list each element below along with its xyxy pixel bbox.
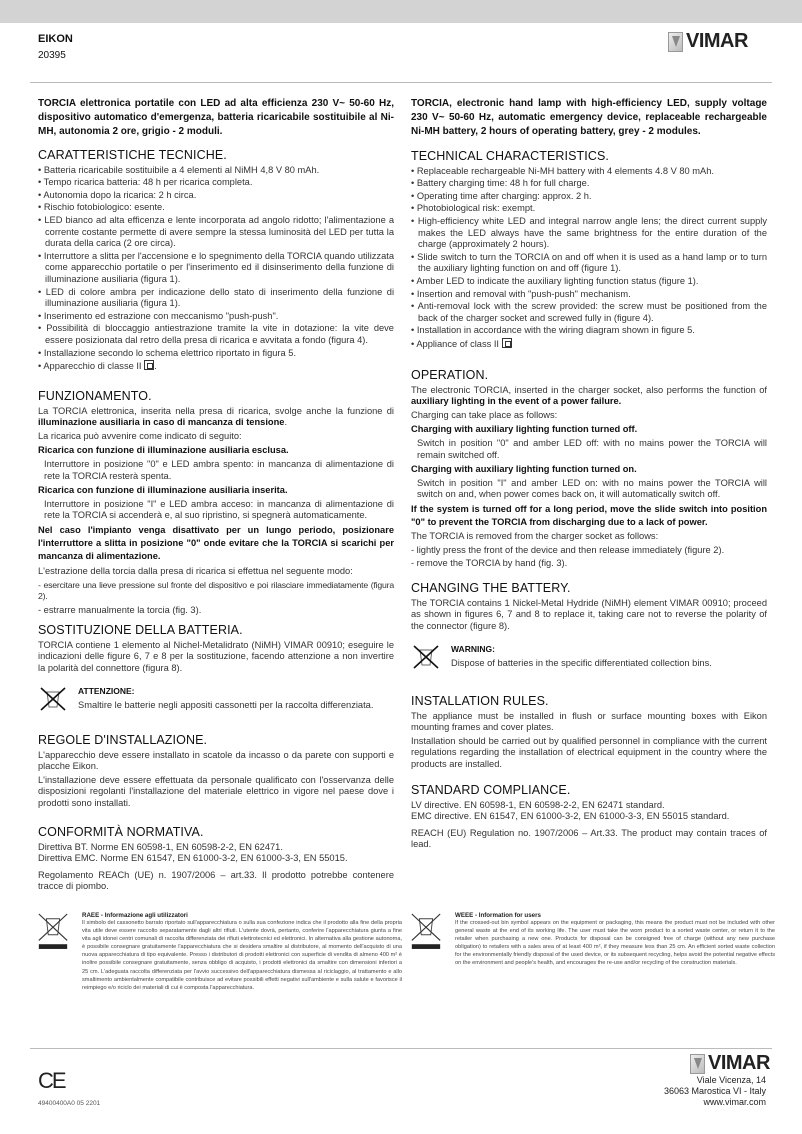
crossed-bin-icon bbox=[411, 644, 441, 670]
intro-it: TORCIA elettronica portatile con LED ad alta efficienza 230 V~ 50-60 Hz, dispositivo automatico d'emergenza, batteria ricaricabile sostituibile al Ni-MH, autonomia 2 ore, grigio - 2 moduli. bbox=[38, 98, 394, 137]
company-address: Viale Vicenza, 14 36063 Marostica VI - Italy www.vimar.com bbox=[663, 1075, 766, 1107]
heading: TECHNICAL CHARACTERISTICS. bbox=[411, 149, 609, 163]
list-item: • Insertion and removal with "push-push" mechanism. bbox=[411, 289, 767, 301]
list-item: • Autonomia dopo la ricarica: 2 h circa. bbox=[38, 190, 394, 202]
list-item: • Battery charging time: 48 h for full charge. bbox=[411, 178, 767, 190]
heading: STANDARD COMPLIANCE. bbox=[411, 783, 571, 797]
class-ii-icon bbox=[144, 360, 154, 370]
vimar-logo: VIMAR bbox=[668, 30, 748, 53]
divider bbox=[30, 1048, 772, 1049]
section-compliance-it: CONFORMITÀ NORMATIVA. Direttiva BT. Norme EN 60598-1, EN 60598-2-2, EN 62471. Direttiva EMC. Norme EN 61547, EN 61000-3-2, EN 61000-3-3, EN 55015. Regolamento REACh (UE) n. 1907/2006 – art.33. Il prodotto potrebbe contenere tracce di piombo. bbox=[38, 825, 394, 892]
website-link[interactable]: www.vimar.com bbox=[703, 1097, 766, 1107]
section-installation-it: REGOLE D'INSTALLAZIONE. L'apparecchio deve essere installato in scatole da incasso o da parete con supporti e placche Eikon. L'installazione deve essere effettuata da personale qualificato con l'osservanza delle disposizioni regolanti l'installazione del materiale elettrico in vigore nel paese dove i prodotti sono installati. bbox=[38, 733, 394, 808]
section-compliance-en: STANDARD COMPLIANCE. LV directive. EN 60598-1, EN 60598-2-2, EN 62471 standard. EMC directive. EN 61547, EN 61000-3-2, EN 61000-3-3, EN 55015 standard. REACH (EU) Regulation no. 1907/2006 – Art.33. The product may contain traces of lead. bbox=[411, 783, 767, 850]
raee-notice: RAEE - Informazione agli utilizzatori Il simbolo del cassonetto barrato riportato sull'apparecchiatura o sulla sua confezione indica che il prodotto alla fine della propria vita utile deve essere raccolto separatamente dagli altri rifiuti. L'utente dovrà, pertanto, conferire l'apparecchiatura giunta a fine vita agli idonei centri comunali di raccolta differenziata dei rifiuti elettrotecnici ed elettronici. In alternativa alla gestione autonoma, è possibile consegnare gratuitamente l'apparecchiatura che si desidera smaltire al distributore, al momento dell'acquisto di una nuova apparecchiatura di tipo equivalente. Presso i distributori di prodotti elettronici con superficie di vendita di almeno 400 m² è inoltre possibile consegnare gratuitamente, senza obbligo di acquisto, i prodotti elettronici da smaltire con dimensioni inferiori a 25 cm. L'adeguata raccolta differenziata per l'avvio successivo dell'apparecchiatura dismessa al riciclaggio, al trattamento e allo smaltimento ambientalmente compatibile contribuisce ad evitare possibili effetti negativi sull'ambiente e sulla salute e favorisce il reimpiego e/o riciclo dei materiali di cui è composta l'apparecchiatura. bbox=[36, 912, 402, 992]
weee-bin-icon bbox=[36, 912, 72, 992]
heading: CARATTERISTICHE TECNICHE. bbox=[38, 148, 227, 162]
product-line: EIKON bbox=[38, 33, 73, 45]
section-tech-en bbox=[411, 151, 767, 352]
ce-mark: CE bbox=[38, 1068, 65, 1093]
list-item: • Operating time after charging: approx. 2 h. bbox=[411, 191, 767, 203]
bullet-heading: Charging with auxiliary lighting function turned on. bbox=[411, 464, 637, 475]
vimar-logo-footer: VIMAR bbox=[690, 1052, 770, 1075]
list-item: • Interruttore a slitta per l'accensione e lo spegnimento della TORCIA quando utilizzata come apparecchio portatile o per l'inserimento ed il disinserimento della funzione di illuminazione ausiliaria (figura 1). bbox=[38, 251, 394, 286]
list-item: • Appliance of class II bbox=[411, 338, 767, 351]
heading: CHANGING THE BATTERY. bbox=[411, 581, 571, 595]
document-code: 49400400A0 05 2201 bbox=[38, 1100, 101, 1107]
weee-notice: WEEE - Information for users If the crossed-out bin symbol appears on the equipment or packaging, this means the product must not be included with other general waste at the end of its working life. The user must take the worn product to a sorted waste center, or return it to the retailer when purchasing a new one. Products for disposal can be consigned free of charge (without any new purchase obligation) to retailers with a sales area of at least 400 m², if they measure less than 25 cm. An efficient sorted waste collection for the environmentally friendly disposal of the used device, or its subsequent recycling, helps avoid the potential negative effects on the environment and people's health, and encourages the re-use and/or recycling of the construction materials. bbox=[409, 912, 775, 968]
vimar-logo-icon bbox=[668, 32, 683, 52]
list-item: • LED bianco ad alta efficenza e lente incorporata ad angolo ridotto; l'alimentazione a corrente costante permette di avere sempre la stessa luminosità del LED per tutta la durata della carica (2 ore circa). bbox=[38, 215, 394, 250]
list-item: • Batteria ricaricabile sostituibile a 4 elementi al NiMH 4,8 V 80 mAh. bbox=[38, 165, 394, 177]
bullet-heading: Ricarica con funzione di illuminazione ausiliaria esclusa. bbox=[38, 445, 289, 456]
heading: SOSTITUZIONE DELLA BATTERIA. bbox=[38, 623, 243, 637]
list-item: • Replaceable rechargeable Ni-MH battery with 4 elements 4.8 V 80 mAh. bbox=[411, 166, 767, 178]
bullet-heading: Charging with auxiliary lighting function turned off. bbox=[411, 424, 638, 435]
product-code: 20395 bbox=[38, 50, 66, 61]
list-item: • Possibilità di bloccaggio antiestrazione tramite la vite in dotazione: la vite deve essere posizionata dal retro della presa di ricarica e avvitata a fondo (figura 4). bbox=[38, 323, 394, 346]
heading: REGOLE D'INSTALLAZIONE. bbox=[38, 733, 208, 747]
list-item: • Apparecchio di classe II . bbox=[38, 360, 394, 373]
list-item: • Slide switch to turn the TORCIA on and off when it is used as a hand lamp or to turn the auxiliary lighting function on and off (figure 1). bbox=[411, 252, 767, 275]
list-item: • Inserimento ed estrazione con meccanismo "push-push". bbox=[38, 311, 394, 323]
top-bar bbox=[0, 0, 802, 23]
list-item: • High-efficiency white LED and integral narrow angle lens; the direct current supply makes the LED always have the same brightness for the entire duration of the charge (approximately 2 hours). bbox=[411, 216, 767, 251]
section-tech-it bbox=[38, 150, 394, 374]
class-ii-icon bbox=[502, 338, 512, 348]
list-item: • Tempo ricarica batteria: 48 h per ricarica completa. bbox=[38, 177, 394, 189]
section-installation-en: INSTALLATION RULES. The appliance must be installed in flush or surface mounting boxes with Eikon mounting frames and cover plates. Installation should be carried out by qualified personnel in compliance with the current regulations regarding the installation of electrical equipment in the country where the products are installed. bbox=[411, 694, 767, 769]
list-item: • LED di colore ambra per indicazione dello stato di inserimento della funzione di illuminazione ausiliaria (figura 1). bbox=[38, 287, 394, 310]
crossed-bin-icon bbox=[38, 686, 68, 712]
warning-box: ATTENZIONE: Smaltire le batterie negli appositi cassonetti per la raccolta differenziata. bbox=[38, 686, 394, 713]
heading: INSTALLATION RULES. bbox=[411, 694, 549, 708]
section-operation-en: OPERATION. The electronic TORCIA, inserted in the charger socket, also performs the function of auxiliary lighting in the event of a power failure. Charging can take place as follows: Charging with auxiliary lighting function turned off. Switch in position "0" and amber LED off: with no mains power the TORCIA will remain switched off. Charging with auxiliary lighting function turned on. Switch in position "I" and amber LED on: with no mains power the TORCIA will switch on and, when power comes back on, it will automatically switch off. If the system is turned off for a long period, move the slide switch into position "0" to prevent the TORCIA from discharging due to a lack of power. The TORCIA is removed from the charger socket as follows: - lightly press the front of the device and then release immediately (figure 2). - remove the TORCIA by hand (fig. 3). bbox=[411, 368, 767, 569]
vimar-logo-icon bbox=[690, 1054, 705, 1074]
weee-bin-icon bbox=[409, 912, 445, 968]
section-battery-it: SOSTITUZIONE DELLA BATTERIA. TORCIA contiene 1 elemento al Nichel-Metalidrato (NiMH) VIMAR 00910; eseguire le indicazioni delle figure 6, 7 e 8 per la sostituzione, facendo attenzione a non invertire la polarità del connettore (figura 8). ATTENZIONE: Smaltire le batterie negli appositi cassonetti per la raccolta differenziata. bbox=[38, 625, 394, 714]
list-item: • Photobiological risk: exempt. bbox=[411, 203, 767, 215]
section-battery-en: CHANGING THE BATTERY. The TORCIA contains 1 Nickel-Metal Hydride (NiMH) element VIMAR 00910; proceed as shown in figures 6, 7 and 8 to replace it, taking care not to reverse the polarity of the connector (figure 8). WARNING: Dispose of batteries in the specific differentiated collection bins. bbox=[411, 583, 767, 672]
list-item: • Rischio fotobiologico: esente. bbox=[38, 202, 394, 214]
list-item: • Installation in accordance with the wiring diagram shown in figure 5. bbox=[411, 325, 767, 337]
list-item: • Amber LED to indicate the auxiliary lighting function status (figure 1). bbox=[411, 276, 767, 288]
intro-en: TORCIA, electronic hand lamp with high-efficiency LED, supply voltage 230 V~ 50-60 Hz, automatic emergency device, replaceable rechargeable Ni-MH battery, 2 hours of operating battery, grey - 2 modules. bbox=[411, 98, 767, 137]
divider bbox=[30, 82, 772, 83]
list-item: • Installazione secondo lo schema elettrico riportato in figura 5. bbox=[38, 348, 394, 360]
warning-box: WARNING: Dispose of batteries in the specific differentiated collection bins. bbox=[411, 644, 767, 671]
heading: CONFORMITÀ NORMATIVA. bbox=[38, 825, 204, 839]
list-item: • Anti-removal lock with the screw provided: the screw must be positioned from the back of the charger socket and screwed fully in (figure 4). bbox=[411, 301, 767, 324]
heading: OPERATION. bbox=[411, 368, 489, 382]
section-operation-it: FUNZIONAMENTO. La TORCIA elettronica, inserita nella presa di ricarica, svolge anche la funzione di illuminazione ausiliaria in caso di mancanza di tensione. La ricarica può avvenire come indicato di seguito: Ricarica con funzione di illuminazione ausiliaria esclusa. Interruttore in posizione "0" e LED ambra spento: in mancanza di alimentazione di rete la TORCIA resterà spenta. Ricarica con funzione di illuminazione ausiliaria inserita. Interruttore in posizione "I" e LED ambra acceso: in mancanza di alimentazione di rete la TORCIA si accenderà e, al suo ripristino, si spegnerà automaticamente. Nel caso l'impianto venga disattivato per un lungo periodo, posizionare l'interruttore a slitta in posizione "0" onde evitare che la TORCIA si scarichi per mancanza di alimentazione. L'estrazione della torcia dalla presa di ricarica si effettua nel seguente modo: - esercitare una lieve pressione sul fronte del dispositivo e poi rilasciare immediatamente (figura 2). - estrarre manualmente la torcia (fig. 3). bbox=[38, 389, 394, 615]
bullet-heading: Ricarica con funzione di illuminazione ausiliaria inserita. bbox=[38, 485, 288, 496]
heading: FUNZIONAMENTO. bbox=[38, 389, 152, 403]
